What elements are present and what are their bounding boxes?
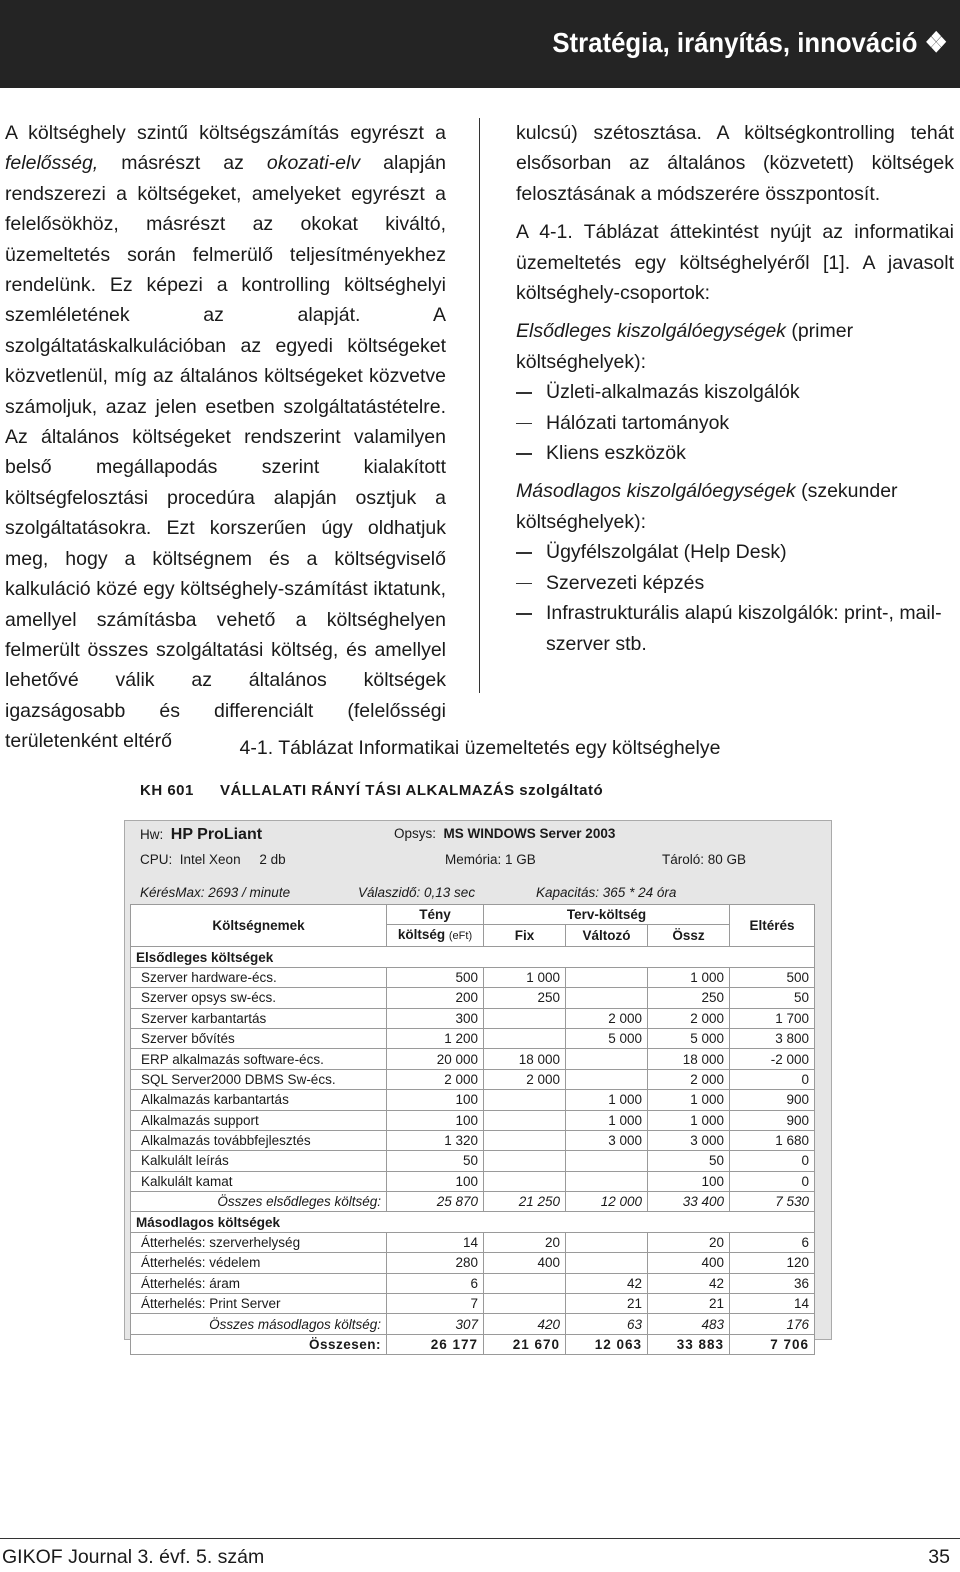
footer-page-number: 35 (928, 1546, 950, 1568)
storage-info: Tároló: 80 GB (662, 852, 747, 867)
row-value: 100 (648, 1171, 730, 1191)
row-value: 1 320 (387, 1130, 484, 1150)
row-value: 6 (387, 1273, 484, 1293)
row-label: SQL Server2000 DBMS Sw-écs. (131, 1069, 387, 1089)
col-deviation: Eltérés (730, 905, 815, 947)
row-value (566, 1232, 648, 1252)
row-value: 1 000 (648, 1090, 730, 1110)
row-value (484, 1090, 566, 1110)
row-label: Átterhelés: áram (131, 1273, 387, 1293)
row-value (566, 1253, 648, 1273)
row-value (566, 1049, 648, 1069)
table-row (131, 1090, 815, 1110)
row-value: 1 000 (648, 967, 730, 987)
row-value: 6 (730, 1232, 815, 1252)
list-item: Hálózati tartományok (516, 408, 954, 438)
section-secondary: Másodlagos költségek (131, 1212, 815, 1232)
section-primary: Elsődleges költségek (131, 947, 815, 967)
row-value: 14 (730, 1294, 815, 1314)
row-value: 900 (730, 1090, 815, 1110)
row-value: 42 (648, 1273, 730, 1293)
table-row (131, 1028, 815, 1048)
row-value (484, 1171, 566, 1191)
row-value (566, 1171, 648, 1191)
list-item: Infrastrukturális alapú kiszolgálók: print-, mail-szerver stb. (516, 598, 954, 659)
row-label: Alkalmazás support (131, 1110, 387, 1130)
row-value: -2 000 (730, 1049, 815, 1069)
row-value: 0 (730, 1069, 815, 1089)
row-value (484, 1151, 566, 1171)
capacity-info: Kapacitás: 365 * 24 óra (536, 885, 677, 900)
row-value: 14 (387, 1232, 484, 1252)
row-label: Alkalmazás karbantartás (131, 1090, 387, 1110)
left-column (5, 118, 446, 757)
secondary-total-row: Összes másodlagos költség: 307 420 63 483 176 (131, 1314, 815, 1334)
row-value (566, 967, 648, 987)
row-value: 100 (387, 1090, 484, 1110)
cost-table (130, 904, 815, 1355)
row-value: 18 000 (484, 1049, 566, 1069)
row-value: 21 (648, 1294, 730, 1314)
table-row (131, 1130, 815, 1150)
row-value (484, 1130, 566, 1150)
row-value (566, 1069, 648, 1089)
row-value: 1 000 (648, 1110, 730, 1130)
row-value: 900 (730, 1110, 815, 1130)
row-value: 18 000 (648, 1049, 730, 1069)
col-variable: Változó (566, 925, 648, 947)
row-value: 3 000 (566, 1130, 648, 1150)
row-value: 250 (484, 988, 566, 1008)
row-label: Átterhelés: szerverhelység (131, 1232, 387, 1252)
row-value: 3 000 (648, 1130, 730, 1150)
list-item: Kliens eszközök (516, 438, 954, 468)
row-value: 250 (648, 988, 730, 1008)
row-value: 20 (648, 1232, 730, 1252)
footer-rule (0, 1538, 960, 1539)
col-plan: Terv-költség (484, 905, 730, 925)
primary-group-list (516, 377, 954, 468)
row-value: 2 000 (484, 1069, 566, 1089)
row-value: 36 (730, 1273, 815, 1293)
row-value: 400 (648, 1253, 730, 1273)
row-value: 50 (387, 1151, 484, 1171)
cpu-info: CPU: Intel Xeon 2 db (140, 852, 286, 867)
col-fix: Fix (484, 925, 566, 947)
row-value (484, 1028, 566, 1048)
list-item: Ügyfélszolgálat (Help Desk) (516, 537, 954, 567)
right-column (516, 118, 954, 667)
row-label: Alkalmazás továbbfejlesztés (131, 1130, 387, 1150)
row-value: 5 000 (648, 1028, 730, 1048)
col-cost-types: Költségnemek (131, 905, 387, 947)
table-row (131, 1232, 815, 1252)
list-item: Szervezeti képzés (516, 568, 954, 598)
row-value: 21 (566, 1294, 648, 1314)
table-row (131, 1253, 815, 1273)
request-max-info: KérésMax: 2693 / minute (140, 885, 291, 900)
row-value: 20 (484, 1232, 566, 1252)
grand-total-row: Összesen: 26 177 21 670 12 063 33 883 7 706 (131, 1334, 815, 1354)
row-value: 20 000 (387, 1049, 484, 1069)
row-value: 120 (730, 1253, 815, 1273)
table-row (131, 1171, 815, 1191)
row-label: Kalkulált kamat (131, 1171, 387, 1191)
row-value (484, 1273, 566, 1293)
row-value: 1 000 (566, 1110, 648, 1130)
table-caption: 4-1. Táblázat Informatikai üzemeltetés egy költséghelye (239, 737, 721, 759)
row-value (484, 1008, 566, 1028)
row-value: 1 680 (730, 1130, 815, 1150)
primary-group-heading: Elsődleges kiszolgálóegységek (primer költséghelyek): (516, 320, 854, 373)
row-value: 400 (484, 1253, 566, 1273)
row-value: 2 000 (648, 1008, 730, 1028)
row-value: 50 (730, 988, 815, 1008)
table-row (131, 1008, 815, 1028)
column-divider (479, 118, 480, 693)
row-label: Szerver bővítés (131, 1028, 387, 1048)
header-bar (0, 0, 960, 88)
row-value (566, 988, 648, 1008)
list-item: Üzleti-alkalmazás kiszolgálók (516, 377, 954, 407)
row-value: 100 (387, 1171, 484, 1191)
cost-center-code: KH 601 (140, 782, 194, 799)
secondary-rows (131, 1232, 815, 1314)
right-paragraph-2: A 4-1. Táblázat áttekintést nyújt az informatikai üzemeltetés egy költséghelyéről [1]. A javasolt költséghely-csoportok: (516, 221, 954, 305)
col-actual: Tény (387, 905, 484, 925)
left-paragraph: A költséghely szintű költségszámítás egyrészt a felelősség, másrészt az okozati-elv alapján rendszerezi a költségeket, amelyeket egyrészt a felelősökhöz, másrészt az okokat kiváltó, üzemeltetés során felmerülő teljesítményekhez rendelünk. Ez képezi a kontrolling költséghelyi szemléletének az alapját. A szolgáltatáskalkulációban az egyedi költségeket közvetlenül, míg az általános költségeket közvetve számoljuk, azaz jelen esetben szolgáltatástételre. Az általános költségeket rendszerint valamilyen belső megállapodás szerint kialakított költségfelosztási procedúra alapján osztjuk a szolgáltatásokra. Ezt korszerűen úgy oldhatjuk meg, hogy a költségnem és a költségviselő kalkuláció közé egy költséghely-számítást iktatunk, amellyel számításba vehető a költséghelyen felmerült összes szolgáltatási költség, és amellyel lehetővé válik az általános költségek igazságosabb és differenciált (felelősségi területenként eltérő (5, 122, 446, 753)
table-row (131, 1273, 815, 1293)
row-label: Szerver karbantartás (131, 1008, 387, 1028)
table-row (131, 1110, 815, 1130)
table-row (131, 967, 815, 987)
row-value: 0 (730, 1151, 815, 1171)
col-actual-sub: költség (eFt) (387, 925, 484, 947)
row-label: Kalkulált leírás (131, 1151, 387, 1171)
row-value: 1 000 (484, 967, 566, 987)
row-value: 1 000 (566, 1090, 648, 1110)
row-value: 2 000 (387, 1069, 484, 1089)
row-value (566, 1151, 648, 1171)
row-value: 2 000 (566, 1008, 648, 1028)
row-value: 5 000 (566, 1028, 648, 1048)
header-title: Stratégia, irányítás, innováció ❖ (552, 27, 948, 58)
row-value: 7 (387, 1294, 484, 1314)
row-value (484, 1294, 566, 1314)
row-value: 0 (730, 1171, 815, 1191)
row-value: 2 000 (648, 1069, 730, 1089)
cost-center-title (140, 782, 603, 799)
row-label: Átterhelés: védelem (131, 1253, 387, 1273)
primary-total-row: Összes elsődleges költség: 25 870 21 250 12 000 33 400 7 530 (131, 1192, 815, 1212)
row-label: Szerver hardware-écs. (131, 967, 387, 987)
secondary-group-heading: Másodlagos kiszolgálóegységek (szekunder költséghelyek): (516, 480, 898, 533)
row-value: 100 (387, 1110, 484, 1130)
row-value: 280 (387, 1253, 484, 1273)
table-row (131, 1294, 815, 1314)
row-label: ERP alkalmazás software-écs. (131, 1049, 387, 1069)
row-value: 50 (648, 1151, 730, 1171)
row-label: Szerver opsys sw-écs. (131, 988, 387, 1008)
response-time-info: Válaszidő: 0,13 sec (358, 885, 476, 900)
row-value: 1 700 (730, 1008, 815, 1028)
cost-center-name: VÁLLALATI RÁNYÍ TÁSI ALKALMAZÁS szolgáltató (220, 782, 604, 799)
row-value: 500 (730, 967, 815, 987)
row-value: 200 (387, 988, 484, 1008)
table-row (131, 988, 815, 1008)
table-row (131, 1049, 815, 1069)
row-label: Átterhelés: Print Server (131, 1294, 387, 1314)
primary-rows (131, 967, 815, 1191)
table-row (131, 1151, 815, 1171)
hardware-info: Hw: HP ProLiant (140, 826, 263, 843)
row-value: 1 200 (387, 1028, 484, 1048)
right-paragraph-1: kulcsú) szétosztása. A költségkontrolling tehát elsősorban az általános (közvetett) költségek felosztásának a módszerére összpontosít. (516, 122, 954, 205)
secondary-group-list (516, 537, 954, 659)
footer-journal: GIKOF Journal 3. évf. 5. szám (2, 1546, 265, 1568)
row-value: 3 800 (730, 1028, 815, 1048)
table-row (131, 1069, 815, 1089)
row-value: 42 (566, 1273, 648, 1293)
row-value: 300 (387, 1008, 484, 1028)
col-total: Össz (648, 925, 730, 947)
row-value: 500 (387, 967, 484, 987)
row-value (484, 1110, 566, 1130)
memory-info: Memória: 1 GB (445, 852, 536, 867)
opsys-info: Opsys: MS WINDOWS Server 2003 (394, 826, 616, 841)
